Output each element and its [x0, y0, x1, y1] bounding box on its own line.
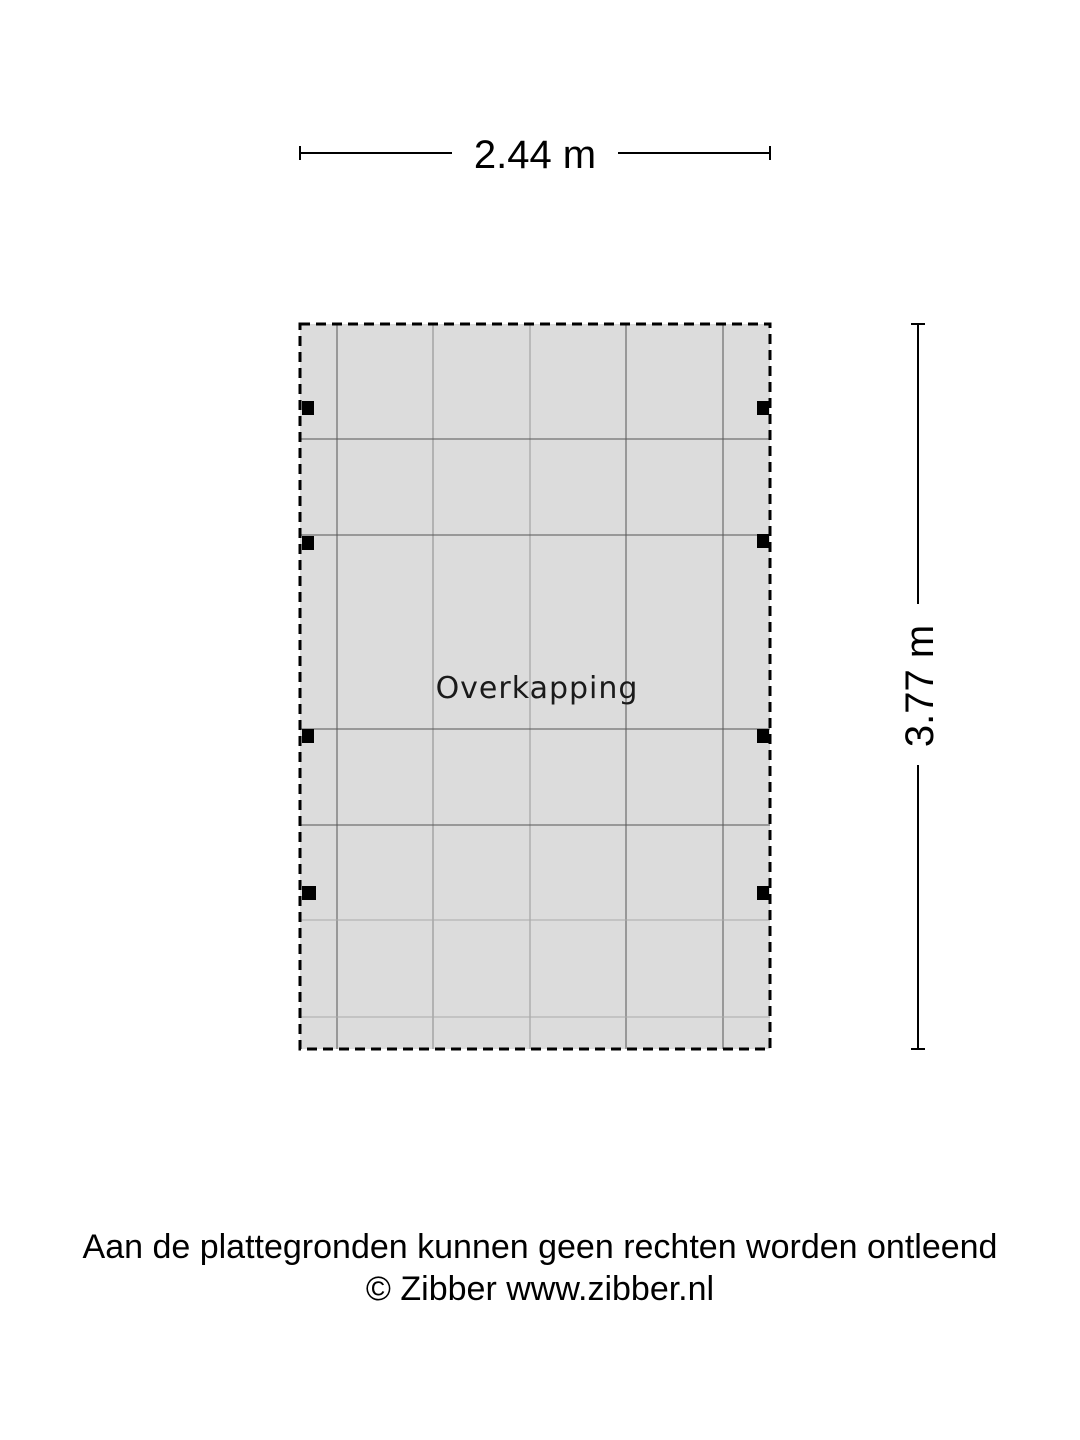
height-dimension-label: 3.77 m [898, 624, 942, 748]
post [757, 534, 769, 548]
height-dimension [898, 324, 942, 1049]
footer-copyright: © Zibber www.zibber.nl [365, 1270, 715, 1308]
post [302, 729, 314, 743]
room-overkapping [300, 324, 770, 1049]
post [757, 401, 769, 415]
post [302, 536, 314, 550]
post [757, 886, 769, 900]
width-dimension [300, 133, 770, 177]
post [302, 401, 314, 415]
room-label: Overkapping [435, 671, 639, 706]
post [302, 886, 316, 900]
post [757, 729, 769, 743]
width-dimension-label: 2.44 m [473, 133, 597, 177]
footer-disclaimer: Aan de plattegronden kunnen geen rechten worden ontleend [82, 1228, 998, 1266]
